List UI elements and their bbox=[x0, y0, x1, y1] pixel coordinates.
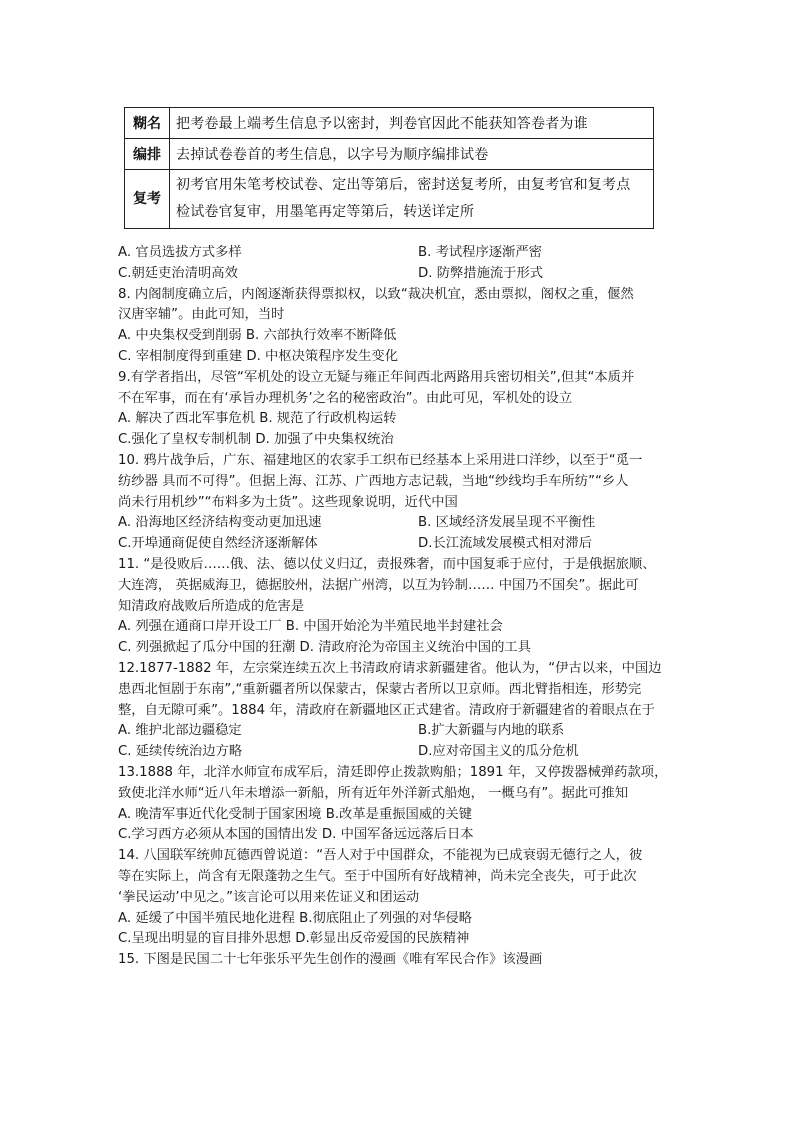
table-label: 复考 bbox=[125, 170, 170, 229]
q15-stem: 15. 下图是民国二十七年张乐平先生创作的漫画《唯有军民合作》该漫画 bbox=[118, 952, 543, 968]
q13-options: A. 晚清军事近代化受制于国家困境 B.改革是重振国威的关键 bbox=[118, 806, 473, 822]
q7-option-c: C.朝廷吏治清明高效 bbox=[118, 265, 238, 281]
table-content: 去掉试卷卷首的考生信息，以字号为顺序编排试卷 bbox=[170, 139, 654, 170]
table-content bbox=[170, 170, 654, 229]
q14-stem: 14. 八国联军统帅瓦德西曾说道：“吾人对于中国群众，不能视为已成衰弱无德行之人，彼 bbox=[118, 848, 643, 864]
table-row bbox=[125, 170, 654, 229]
q10-stem: 尚未行用机纱”“布料多为土货”。这些现象说明，近代中国 bbox=[118, 494, 458, 510]
q10-option-c: C.开埠通商促使自然经济逐渐解体 bbox=[118, 536, 318, 552]
q13-stem: 致使北洋水师“近八年未增添一新船，所有近年外洋新式船炮， 一概乌有”。据此可推知 bbox=[118, 785, 628, 801]
q7-option-d: D. 防弊措施流于形式 bbox=[418, 265, 544, 281]
q10-stem: 纺纱器 具而不可得”。但据上海、江苏、广西地方志记载，当地“纱线均手车所纺”“乡人 bbox=[118, 473, 629, 489]
q9-stem: 不在军事，而在有‘承旨办理机务’之名的秘密政治”。由此可见，军机处的设立 bbox=[118, 390, 573, 406]
q7-option-b: B. 考试程序逐渐严密 bbox=[418, 245, 542, 260]
q9-stem: 9.有学者指出，尽管“军机处的设立无疑与雍正年间西北两路用兵密切相关”,但其“本质并 bbox=[118, 369, 635, 385]
q11-stem: 11. “是役败后……俄、法、德以仗义归辽，责报殊奢，而中国复乖于应付，于是俄据旅顺、 bbox=[118, 556, 656, 572]
q9-options: C.强化了皇权专制机制 D. 加强了中央集权统治 bbox=[118, 432, 394, 448]
q14-options: C.呈现出明显的盲目排外思想 D.彰显出反帝爱国的民族精神 bbox=[118, 931, 470, 947]
q14-stem: 等在实际上，尚含有无限蓬勃之生气。至于中国所有好战精神，尚未完全丧失，可于此次 bbox=[118, 868, 637, 884]
q13-stem: 13.1888 年，北洋水师宣布成军后，清廷即停止拨款购船；1891 年，又停拨器械弹药款项， bbox=[118, 764, 668, 780]
q8-stem: 汉唐宰辅”。由此可知，当时 bbox=[118, 307, 285, 323]
q11-options: C. 列强掀起了瓜分中国的狂潮 D. 清政府沦为帝国主义统治中国的工具 bbox=[118, 640, 531, 656]
info-table bbox=[124, 107, 654, 229]
q9-options: A. 解决了西北军事危机 B. 规范了行政机构运转 bbox=[118, 411, 397, 427]
q10-option-a: A. 沿海地区经济结构变动更加迅速 bbox=[118, 515, 322, 531]
table-content-line: 初考官用朱笔考校试卷、定出等第后，密封送复考所，由复考官和复考点 bbox=[176, 177, 631, 193]
q12-stem: 整，自无隙可乘”。1884 年，清政府在新疆地区正式建省。清政府于新疆建省的着眼点在于 bbox=[118, 702, 655, 718]
q8-options: A. 中央集权受到削弱 B. 六部执行效率不断降低 bbox=[118, 328, 397, 344]
q7-options-row bbox=[118, 264, 678, 285]
q12-option-c: C. 延续传统治边方略 bbox=[118, 744, 243, 760]
q12-option-a: A. 维护北部边疆稳定 bbox=[118, 723, 242, 739]
q12-options-row bbox=[118, 721, 678, 742]
q12-options-row bbox=[118, 742, 678, 763]
q14-options: A. 延缓了中国半殖民地化进程 B.彻底阻止了列强的对华侵略 bbox=[118, 910, 473, 926]
q14-stem: ‘拳民运动’中见之。”该言论可以用来佐证义和团运动 bbox=[118, 889, 420, 905]
q11-options: A. 列强在通商口岸开设工厂 B. 中国开始沦为半殖民地半封建社会 bbox=[118, 619, 503, 635]
table-label: 糊名 bbox=[125, 108, 170, 139]
table-label: 编排 bbox=[125, 139, 170, 170]
q10-option-d: D.长江流域发展模式相对滞后 bbox=[418, 536, 593, 552]
q12-option-d: D.应对帝国主义的瓜分危机 bbox=[418, 744, 579, 760]
q11-stem: 大连湾， 英据威海卫，德据胶州，法据广州湾，以互为钤制…… 中国乃不国矣”。据此可 bbox=[118, 577, 639, 593]
table-content-line: 检试卷官复审，用墨笔再定等第后，转送详定所 bbox=[176, 204, 475, 220]
q12-option-b: B.扩大新疆与内地的联系 bbox=[418, 723, 565, 739]
q7-option-a: A. 官员选拔方式多样 bbox=[118, 245, 242, 260]
q13-options: C.学习西方必须从本国的国情出发 D. 中国军备远远落后日本 bbox=[118, 827, 474, 843]
q8-options: C. 宰相制度得到重建 D. 中枢决策程序发生变化 bbox=[118, 348, 398, 364]
q10-options-row bbox=[118, 513, 678, 534]
q12-stem: 患西北恒剧于东南”,“重新疆者所以保蒙古，保蒙古者所以卫京师。西北臂指相连，形势完 bbox=[118, 681, 642, 697]
table-row bbox=[125, 108, 654, 139]
question-body bbox=[118, 243, 678, 971]
table-content: 把考卷最上端考生信息予以密封，判卷官因此不能获知答卷者为谁 bbox=[170, 108, 654, 139]
q12-stem: 12.1877-1882 年，左宗棠连续五次上书清政府请求新疆建省。他认为，“伊古以来，中国边 bbox=[118, 660, 662, 676]
q11-stem: 知清政府战败后所造成的危害是 bbox=[118, 598, 305, 614]
table-row bbox=[125, 139, 654, 170]
q10-stem: 10. 鸦片战争后，广东、福建地区的农家手工织布已经基本上采用进口洋纱，以至于“觅一 bbox=[118, 452, 643, 468]
q7-options-row bbox=[118, 243, 678, 264]
q10-option-b: B. 区域经济发展呈现不平衡性 bbox=[418, 515, 596, 531]
q8-stem: 8. 内阁制度确立后，内阁逐渐获得票拟权，以致“裁决机宜，悉由票拟，阁权之重，偃然 bbox=[118, 286, 634, 302]
q10-options-row bbox=[118, 534, 678, 555]
